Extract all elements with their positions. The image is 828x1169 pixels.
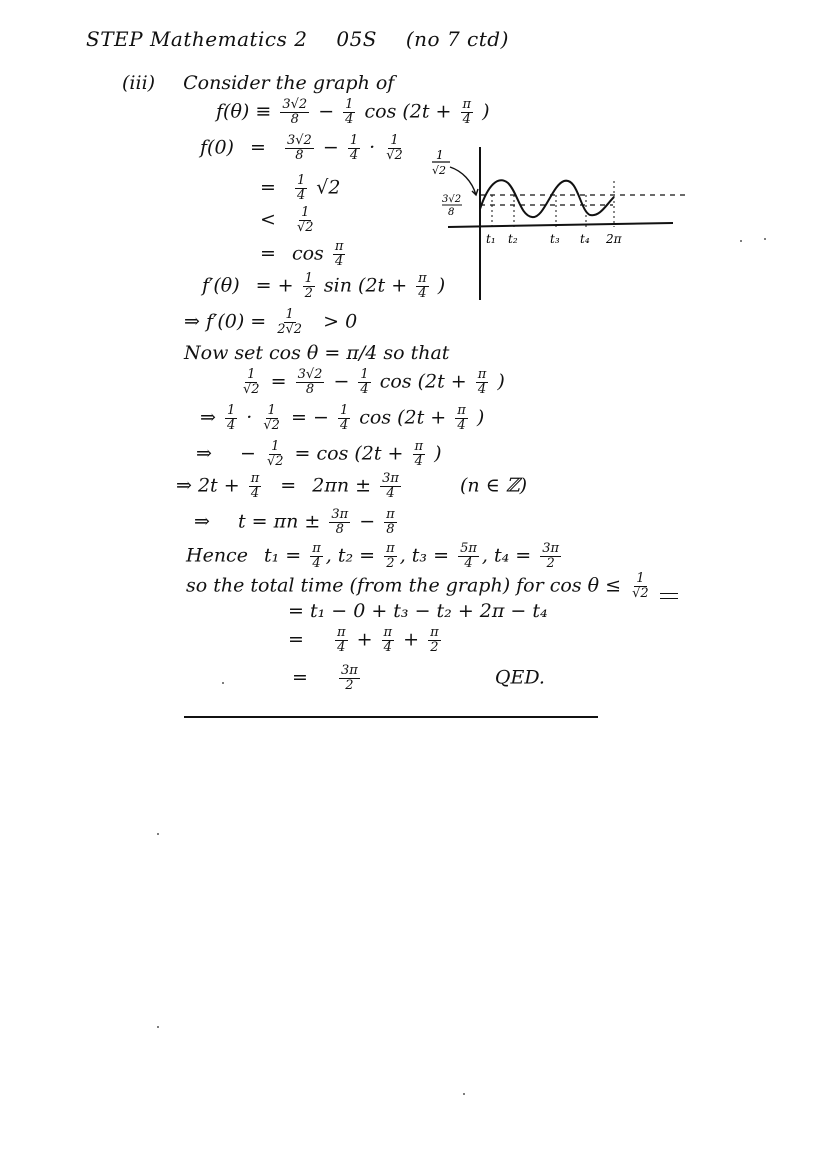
qed: QED.	[494, 666, 545, 689]
fraction: $\frac{\pi}{4}$	[383, 625, 393, 655]
consider-line	[122, 72, 394, 94]
fprime0-line: ⇒ f′(0) = $\frac{1}{2√2}$ > 0	[184, 307, 358, 337]
fraction: $\frac{\pi}{4}$	[414, 439, 424, 469]
fraction: $\frac{3\pi}{2}$	[542, 541, 560, 571]
scan-speck	[222, 682, 224, 684]
sketch-graph	[428, 145, 693, 305]
fraction: $\frac{1}{4}$	[345, 97, 354, 127]
fraction: $\frac{3√2}{8}$	[297, 367, 323, 397]
scan-speck	[157, 1026, 159, 1028]
fraction: $\frac{1}{4}$	[349, 133, 359, 163]
fraction: $\frac{1}{4}$	[360, 367, 369, 397]
f-theta: f(θ)	[216, 100, 250, 123]
equation-2: ⇒ $\frac{1}{4}$ · $\frac{1}{√2}$ = − $\frac{1}{4}$ cos (2t + $\frac{\pi}{4}$ )	[200, 403, 485, 433]
fraction: $\frac{\pi}{4}$	[250, 471, 260, 501]
x-label-t2: t₂	[508, 232, 518, 246]
scan-speck	[764, 238, 766, 240]
hence-line: Hence t₁ = $\frac{\pi}{4}$ , t₂ = $\frac{\pi}{2}$ , t₃ = $\frac{5\pi}{4}$ , t₄ = $\frac{3\pi}{2}$	[186, 541, 560, 571]
fraction: $\frac{1}{√2}$	[632, 571, 649, 601]
f0-cos: = cos $\frac{\pi}{4}$	[260, 239, 344, 269]
fraction: $\frac{1}{4}$	[339, 403, 349, 433]
le-underline-1	[660, 593, 678, 594]
now-set-line: Now set cos θ = π/4 so that	[184, 342, 450, 364]
fraction: $\frac{\pi}{2}$	[386, 541, 395, 571]
fraction: $\frac{1}{4}$	[296, 173, 306, 203]
fraction: $\frac{1}{2}$	[304, 271, 313, 301]
scan-speck	[463, 1093, 465, 1095]
fprime-line: f′(θ) = + $\frac{1}{2}$ sin (2t + $\frac{\pi}{4}$ )	[202, 271, 446, 301]
header-paper: 05S	[336, 27, 377, 51]
scan-speck	[157, 833, 159, 835]
y-label2-num: 3√2	[442, 194, 462, 205]
f0-simplified: = $\frac{1}{4}$ √2	[260, 173, 341, 203]
fraction: $\frac{3\pi}{2}$	[340, 663, 358, 693]
sum-line-2: = $\frac{\pi}{4}$ + $\frac{\pi}{4}$ + $\frac{\pi}{2}$	[288, 625, 439, 655]
fraction: $\frac{\pi}{4}$	[418, 271, 427, 301]
fraction: $\frac{5\pi}{4}$	[460, 541, 477, 571]
equiv-sign: ≡	[255, 100, 272, 123]
y-label-num: 1	[436, 148, 444, 162]
fraction: $\frac{1}{√2}$	[243, 367, 260, 397]
x-label-2pi: 2π	[606, 232, 622, 246]
closing-rule	[184, 716, 598, 718]
fraction: $\frac{\pi}{4}$	[336, 625, 346, 655]
x-label-t4: t₄	[580, 232, 590, 246]
equation-3: ⇒ − $\frac{1}{√2}$ = cos (2t + $\frac{\pi}{4}$ )	[196, 439, 442, 469]
fraction: $\frac{3\pi}{4}$	[382, 471, 399, 501]
f0-less-than: < $\frac{1}{√2}$	[260, 205, 314, 235]
equation-1: $\frac{1}{√2}$ = $\frac{3√2}{8}$ − $\frac{1}{4}$ cos (2t + $\frac{\pi}{4}$ )	[243, 367, 505, 397]
scan-speck	[740, 240, 742, 242]
page-header	[86, 27, 509, 51]
x-label-t3: t₃	[550, 232, 560, 246]
sum-line-1: = t₁ − 0 + t₃ − t₂ + 2π − t₄	[288, 600, 548, 622]
arrow-icon	[450, 167, 476, 195]
equation-5: ⇒ t = πn ± $\frac{3\pi}{8}$ − $\frac{\pi}{8}$	[194, 507, 395, 537]
consider-text: Consider the graph of	[183, 72, 395, 94]
fraction: $\frac{3√2}{8}$	[282, 97, 308, 127]
equation-4: ⇒ 2t + $\frac{\pi}{4}$ = 2πn ± $\frac{3\pi}{4}$ (n ∈ ℤ)	[176, 471, 528, 501]
result-line: = $\frac{3\pi}{2}$ QED.	[292, 663, 545, 693]
fraction: $\frac{\pi}{4}$	[457, 403, 466, 433]
fraction: $\frac{\pi}{4}$	[477, 367, 487, 397]
f0-line: f(0) = $\frac{3√2}{8}$ − $\frac{1}{4}$ · $\frac{1}{√2}$	[200, 133, 403, 163]
y-label2-den: 8	[448, 207, 455, 218]
fraction: $\frac{\pi}{4}$	[312, 541, 321, 571]
fraction: $\frac{1}{√2}$	[296, 205, 314, 235]
fraction: $\frac{1}{2√2}$	[277, 307, 303, 337]
x-axis	[448, 223, 673, 227]
le-underline-2	[660, 598, 678, 599]
fraction: $\frac{1}{4}$	[226, 403, 236, 433]
fraction: $\frac{\pi}{8}$	[386, 507, 395, 537]
fraction: $\frac{\pi}{4}$	[334, 239, 344, 269]
fraction: $\frac{3\pi}{8}$	[331, 507, 349, 537]
curve	[480, 180, 614, 217]
fraction: $\frac{\pi}{4}$	[462, 97, 472, 127]
fraction: $\frac{1}{√2}$	[386, 133, 403, 163]
y-label-den: √2	[432, 164, 447, 177]
fraction: $\frac{1}{√2}$	[263, 403, 280, 433]
x-label-t1: t₁	[486, 232, 496, 246]
total-time-line: so the total time (from the graph) for cos θ ≤ $\frac{1}{√2}$	[186, 571, 649, 601]
fraction: $\frac{1}{√2}$	[266, 439, 284, 469]
fraction: $\frac{\pi}{2}$	[430, 625, 439, 655]
part-label: (iii)	[122, 72, 156, 94]
header-title: STEP Mathematics 2	[86, 27, 308, 51]
fraction: $\frac{3√2}{8}$	[286, 133, 312, 163]
f-definition: f(θ) ≡ $\frac{3√2}{8}$ − $\frac{1}{4}$ cos (2t + $\frac{\pi}{4}$ )	[216, 97, 490, 127]
header-note: (no 7 ctd)	[405, 27, 509, 51]
